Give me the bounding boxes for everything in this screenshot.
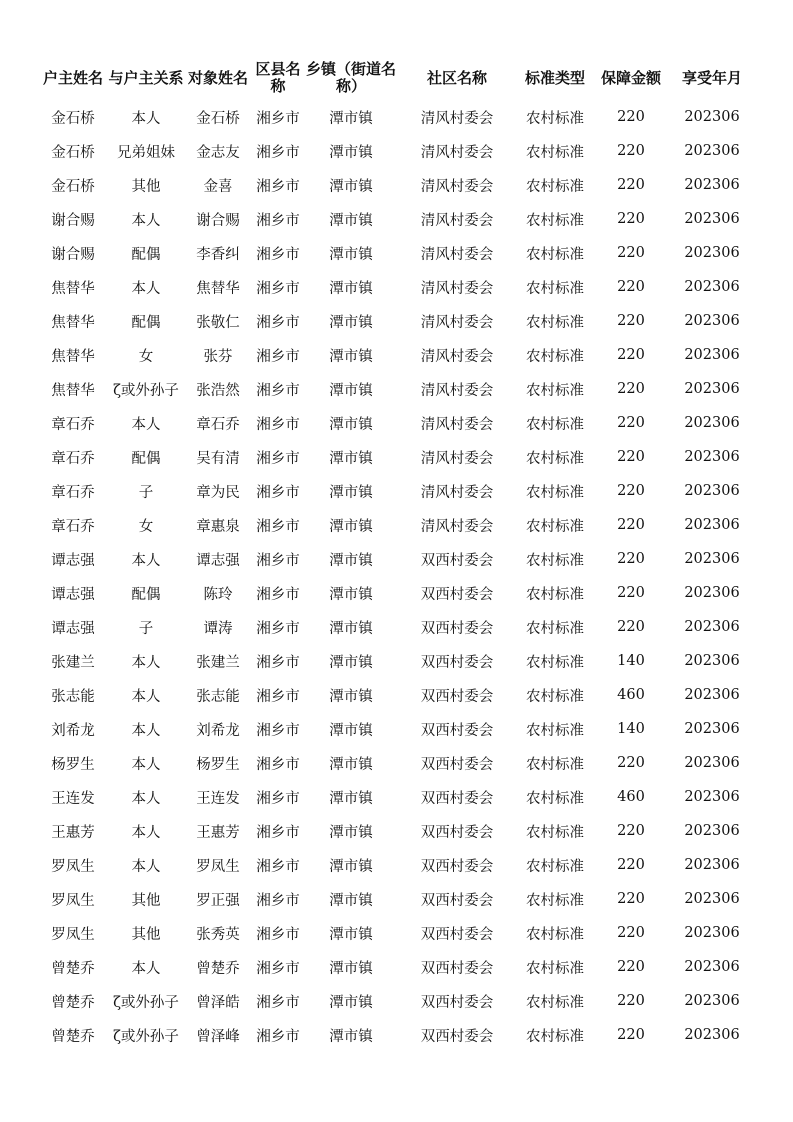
- standard-type-cell: 农村标准: [526, 348, 584, 365]
- period-cell: 202306: [684, 313, 740, 329]
- table-row: [38, 270, 756, 304]
- relation-cell: 本人: [131, 688, 161, 705]
- relation-cell: 本人: [131, 654, 161, 671]
- community-cell: 清风村委会: [420, 280, 494, 297]
- period-cell: 202306: [684, 551, 740, 567]
- county-cell: 湘乡市: [256, 518, 300, 535]
- county-cell: 湘乡市: [256, 1028, 300, 1045]
- table-row: [38, 338, 756, 372]
- recipient-name-cell: 张建兰: [196, 654, 240, 671]
- table-row: [38, 916, 756, 950]
- householder-name-cell: 金石桥: [51, 110, 95, 127]
- county-cell: 湘乡市: [256, 280, 300, 297]
- recipient-name-cell: 王惠芳: [196, 824, 240, 841]
- recipient-name-cell: 焦替华: [196, 280, 240, 297]
- recipient-name-cell: 曾泽皓: [196, 994, 240, 1011]
- county-cell: 湘乡市: [256, 824, 300, 841]
- community-cell: 双西村委会: [420, 722, 494, 739]
- community-cell: 清风村委会: [420, 518, 494, 535]
- period-cell: 202306: [684, 381, 740, 397]
- standard-type-cell: 农村标准: [526, 756, 584, 773]
- community-cell: 双西村委会: [420, 790, 494, 807]
- period-cell: 202306: [684, 1027, 740, 1043]
- period-cell: 202306: [684, 891, 740, 907]
- amount-cell: 220: [617, 415, 645, 431]
- table-row: [38, 542, 756, 576]
- township-cell: 潭市镇: [329, 654, 373, 671]
- householder-name-cell: 焦替华: [51, 382, 95, 399]
- period-cell: 202306: [684, 143, 740, 159]
- recipient-name-cell: 张志能: [196, 688, 240, 705]
- standard-type-cell: 农村标准: [526, 620, 584, 637]
- recipient-name-cell: 张敬仁: [196, 314, 240, 331]
- table-row: [38, 576, 756, 610]
- period-cell: 202306: [684, 653, 740, 669]
- householder-name-cell: 王连发: [51, 790, 95, 807]
- householder-name-cell: 杨罗生: [51, 756, 95, 773]
- community-cell: 双西村委会: [420, 926, 494, 943]
- table-row: [38, 644, 756, 678]
- county-cell: 湘乡市: [256, 314, 300, 331]
- header-period: 享受年月: [681, 68, 742, 87]
- county-cell: 湘乡市: [256, 586, 300, 603]
- householder-name-cell: 张志能: [51, 688, 95, 705]
- standard-type-cell: 农村标准: [526, 858, 584, 875]
- community-cell: 清风村委会: [420, 450, 494, 467]
- township-cell: 潭市镇: [329, 348, 373, 365]
- table-row: [38, 1018, 756, 1052]
- standard-type-cell: 农村标准: [526, 586, 584, 603]
- amount-cell: 220: [617, 551, 645, 567]
- standard-type-cell: 农村标准: [526, 484, 584, 501]
- standard-type-cell: 农村标准: [526, 790, 584, 807]
- county-cell: 湘乡市: [256, 484, 300, 501]
- householder-name-cell: 罗凤生: [51, 892, 95, 909]
- relation-cell: 配偶: [131, 314, 161, 331]
- standard-type-cell: 农村标准: [526, 892, 584, 909]
- township-cell: 潭市镇: [329, 960, 373, 977]
- recipient-name-cell: 张秀英: [196, 926, 240, 943]
- standard-type-cell: 农村标准: [526, 518, 584, 535]
- standard-type-cell: 农村标准: [526, 552, 584, 569]
- header-standard-type: 标准类型: [524, 68, 585, 87]
- table-row: [38, 372, 756, 406]
- amount-cell: 220: [617, 925, 645, 941]
- relation-cell: 本人: [131, 790, 161, 807]
- householder-name-cell: 张建兰: [51, 654, 95, 671]
- amount-cell: 220: [617, 823, 645, 839]
- period-cell: 202306: [684, 755, 740, 771]
- township-cell: 潭市镇: [329, 178, 373, 195]
- recipient-name-cell: 金志友: [196, 144, 240, 161]
- table-row: [38, 440, 756, 474]
- community-cell: 双西村委会: [420, 552, 494, 569]
- header-township: 乡镇（街道名称）: [305, 60, 396, 95]
- standard-type-cell: 农村标准: [526, 688, 584, 705]
- table-row: [38, 882, 756, 916]
- amount-cell: 140: [617, 721, 645, 737]
- township-cell: 潭市镇: [329, 246, 373, 263]
- period-cell: 202306: [684, 789, 740, 805]
- recipient-name-cell: 谭志强: [196, 552, 240, 569]
- community-cell: 双西村委会: [420, 586, 494, 603]
- amount-cell: 220: [617, 245, 645, 261]
- table-row: [38, 168, 756, 202]
- county-cell: 湘乡市: [256, 858, 300, 875]
- community-cell: 清风村委会: [420, 484, 494, 501]
- period-cell: 202306: [684, 993, 740, 1009]
- relation-cell: 其他: [131, 892, 161, 909]
- amount-cell: 140: [617, 653, 645, 669]
- township-cell: 潭市镇: [329, 450, 373, 467]
- header-householder-name: 户主姓名: [42, 68, 103, 87]
- table-row: [38, 236, 756, 270]
- householder-name-cell: 谭志强: [51, 620, 95, 637]
- householder-name-cell: 金石桥: [51, 144, 95, 161]
- county-cell: 湘乡市: [256, 178, 300, 195]
- householder-name-cell: 刘希龙: [51, 722, 95, 739]
- amount-cell: 220: [617, 483, 645, 499]
- recipient-name-cell: 曾楚乔: [196, 960, 240, 977]
- township-cell: 潭市镇: [329, 110, 373, 127]
- county-cell: 湘乡市: [256, 654, 300, 671]
- community-cell: 双西村委会: [420, 858, 494, 875]
- county-cell: 湘乡市: [256, 688, 300, 705]
- period-cell: 202306: [684, 687, 740, 703]
- community-cell: 双西村委会: [420, 756, 494, 773]
- relation-cell: ζ或外孙子: [113, 994, 179, 1011]
- amount-cell: 220: [617, 585, 645, 601]
- relation-cell: 本人: [131, 280, 161, 297]
- period-cell: 202306: [684, 517, 740, 533]
- community-cell: 清风村委会: [420, 246, 494, 263]
- relation-cell: 兄弟姐妹: [117, 144, 175, 161]
- householder-name-cell: 章石乔: [51, 518, 95, 535]
- amount-cell: 220: [617, 211, 645, 227]
- township-cell: 潭市镇: [329, 756, 373, 773]
- community-cell: 双西村委会: [420, 960, 494, 977]
- township-cell: 潭市镇: [329, 552, 373, 569]
- table-row: [38, 610, 756, 644]
- period-cell: 202306: [684, 925, 740, 941]
- township-cell: 潭市镇: [329, 858, 373, 875]
- table-body: [38, 100, 756, 1052]
- relation-cell: 其他: [131, 178, 161, 195]
- table-row: [38, 814, 756, 848]
- header-community: 社区名称: [426, 68, 487, 87]
- township-cell: 潭市镇: [329, 1028, 373, 1045]
- relation-cell: 本人: [131, 722, 161, 739]
- township-cell: 潭市镇: [329, 620, 373, 637]
- table-row: [38, 508, 756, 542]
- county-cell: 湘乡市: [256, 790, 300, 807]
- standard-type-cell: 农村标准: [526, 994, 584, 1011]
- amount-cell: 220: [617, 857, 645, 873]
- community-cell: 清风村委会: [420, 314, 494, 331]
- relation-cell: ζ或外孙子: [113, 1028, 179, 1045]
- householder-name-cell: 曾楚乔: [51, 994, 95, 1011]
- standard-type-cell: 农村标准: [526, 382, 584, 399]
- relation-cell: 本人: [131, 552, 161, 569]
- householder-name-cell: 焦替华: [51, 348, 95, 365]
- recipient-name-cell: 王连发: [196, 790, 240, 807]
- amount-cell: 220: [617, 279, 645, 295]
- county-cell: 湘乡市: [256, 348, 300, 365]
- community-cell: 双西村委会: [420, 688, 494, 705]
- community-cell: 双西村委会: [420, 620, 494, 637]
- householder-name-cell: 罗凤生: [51, 926, 95, 943]
- relation-cell: 子: [138, 484, 154, 501]
- relation-cell: 配偶: [131, 246, 161, 263]
- period-cell: 202306: [684, 619, 740, 635]
- table-row: [38, 780, 756, 814]
- amount-cell: 220: [617, 449, 645, 465]
- householder-name-cell: 谭志强: [51, 552, 95, 569]
- relation-cell: 配偶: [131, 586, 161, 603]
- county-cell: 湘乡市: [256, 994, 300, 1011]
- community-cell: 清风村委会: [420, 144, 494, 161]
- recipient-name-cell: 章惠泉: [196, 518, 240, 535]
- township-cell: 潭市镇: [329, 314, 373, 331]
- county-cell: 湘乡市: [256, 246, 300, 263]
- community-cell: 双西村委会: [420, 1028, 494, 1045]
- recipient-name-cell: 金石桥: [196, 110, 240, 127]
- period-cell: 202306: [684, 177, 740, 193]
- community-cell: 双西村委会: [420, 892, 494, 909]
- period-cell: 202306: [684, 211, 740, 227]
- township-cell: 潭市镇: [329, 280, 373, 297]
- householder-name-cell: 王惠芳: [51, 824, 95, 841]
- table-row: [38, 406, 756, 440]
- standard-type-cell: 农村标准: [526, 654, 584, 671]
- township-cell: 潭市镇: [329, 892, 373, 909]
- township-cell: 潭市镇: [329, 790, 373, 807]
- householder-name-cell: 焦替华: [51, 280, 95, 297]
- householder-name-cell: 章石乔: [51, 416, 95, 433]
- community-cell: 清风村委会: [420, 212, 494, 229]
- township-cell: 潭市镇: [329, 144, 373, 161]
- amount-cell: 220: [617, 109, 645, 125]
- recipient-name-cell: 谢合赐: [196, 212, 240, 229]
- table-row: [38, 848, 756, 882]
- relation-cell: 其他: [131, 926, 161, 943]
- county-cell: 湘乡市: [256, 144, 300, 161]
- period-cell: 202306: [684, 449, 740, 465]
- township-cell: 潭市镇: [329, 586, 373, 603]
- period-cell: 202306: [684, 823, 740, 839]
- header-amount: 保障金额: [600, 68, 661, 87]
- county-cell: 湘乡市: [256, 416, 300, 433]
- township-cell: 潭市镇: [329, 926, 373, 943]
- community-cell: 清风村委会: [420, 416, 494, 433]
- householder-name-cell: 谢合赐: [51, 212, 95, 229]
- header-recipient-name: 对象姓名: [187, 68, 248, 87]
- householder-name-cell: 曾楚乔: [51, 960, 95, 977]
- period-cell: 202306: [684, 959, 740, 975]
- standard-type-cell: 农村标准: [526, 824, 584, 841]
- community-cell: 双西村委会: [420, 654, 494, 671]
- relation-cell: 本人: [131, 416, 161, 433]
- recipient-name-cell: 陈玲: [203, 586, 233, 603]
- county-cell: 湘乡市: [256, 450, 300, 467]
- township-cell: 潭市镇: [329, 382, 373, 399]
- standard-type-cell: 农村标准: [526, 280, 584, 297]
- relation-cell: 本人: [131, 960, 161, 977]
- recipient-name-cell: 李香纠: [196, 246, 240, 263]
- amount-cell: 220: [617, 381, 645, 397]
- householder-name-cell: 谭志强: [51, 586, 95, 603]
- amount-cell: 220: [617, 959, 645, 975]
- recipient-name-cell: 刘希龙: [196, 722, 240, 739]
- table-row: [38, 100, 756, 134]
- householder-name-cell: 金石桥: [51, 178, 95, 195]
- standard-type-cell: 农村标准: [526, 722, 584, 739]
- relation-cell: 女: [138, 518, 154, 535]
- county-cell: 湘乡市: [256, 892, 300, 909]
- township-cell: 潭市镇: [329, 484, 373, 501]
- householder-name-cell: 章石乔: [51, 450, 95, 467]
- recipient-name-cell: 金喜: [203, 178, 233, 195]
- recipient-name-cell: 杨罗生: [196, 756, 240, 773]
- standard-type-cell: 农村标准: [526, 960, 584, 977]
- amount-cell: 220: [617, 347, 645, 363]
- table-row: [38, 950, 756, 984]
- amount-cell: 220: [617, 1027, 645, 1043]
- period-cell: 202306: [684, 347, 740, 363]
- township-cell: 潭市镇: [329, 688, 373, 705]
- householder-name-cell: 焦替华: [51, 314, 95, 331]
- period-cell: 202306: [684, 857, 740, 873]
- table-row: [38, 678, 756, 712]
- table-row: [38, 746, 756, 780]
- amount-cell: 220: [617, 517, 645, 533]
- relation-cell: 本人: [131, 212, 161, 229]
- amount-cell: 220: [617, 313, 645, 329]
- householder-name-cell: 罗凤生: [51, 858, 95, 875]
- amount-cell: 220: [617, 993, 645, 1009]
- county-cell: 湘乡市: [256, 552, 300, 569]
- relation-cell: 配偶: [131, 450, 161, 467]
- period-cell: 202306: [684, 585, 740, 601]
- recipient-name-cell: 谭涛: [203, 620, 233, 637]
- relation-cell: 本人: [131, 858, 161, 875]
- relation-cell: ζ或外孙子: [113, 382, 179, 399]
- recipient-name-cell: 曾泽峰: [196, 1028, 240, 1045]
- township-cell: 潭市镇: [329, 416, 373, 433]
- amount-cell: 220: [617, 619, 645, 635]
- header-relation: 与户主关系: [108, 68, 184, 87]
- amount-cell: 220: [617, 755, 645, 771]
- county-cell: 湘乡市: [256, 382, 300, 399]
- header-county: 区县名称: [255, 60, 301, 95]
- period-cell: 202306: [684, 721, 740, 737]
- householder-name-cell: 谢合赐: [51, 246, 95, 263]
- county-cell: 湘乡市: [256, 960, 300, 977]
- community-cell: 清风村委会: [420, 110, 494, 127]
- recipient-name-cell: 张浩然: [196, 382, 240, 399]
- amount-cell: 220: [617, 891, 645, 907]
- householder-name-cell: 章石乔: [51, 484, 95, 501]
- table-row: [38, 712, 756, 746]
- community-cell: 清风村委会: [420, 178, 494, 195]
- assistance-roster-table: [38, 56, 756, 1052]
- amount-cell: 460: [617, 789, 645, 805]
- standard-type-cell: 农村标准: [526, 144, 584, 161]
- householder-name-cell: 曾楚乔: [51, 1028, 95, 1045]
- standard-type-cell: 农村标准: [526, 450, 584, 467]
- community-cell: 双西村委会: [420, 994, 494, 1011]
- relation-cell: 女: [138, 348, 154, 365]
- standard-type-cell: 农村标准: [526, 1028, 584, 1045]
- period-cell: 202306: [684, 483, 740, 499]
- period-cell: 202306: [684, 415, 740, 431]
- amount-cell: 220: [617, 143, 645, 159]
- period-cell: 202306: [684, 245, 740, 261]
- community-cell: 清风村委会: [420, 382, 494, 399]
- relation-cell: 本人: [131, 756, 161, 773]
- county-cell: 湘乡市: [256, 926, 300, 943]
- community-cell: 双西村委会: [420, 824, 494, 841]
- amount-cell: 460: [617, 687, 645, 703]
- relation-cell: 子: [138, 620, 154, 637]
- standard-type-cell: 农村标准: [526, 314, 584, 331]
- county-cell: 湘乡市: [256, 110, 300, 127]
- county-cell: 湘乡市: [256, 756, 300, 773]
- township-cell: 潭市镇: [329, 212, 373, 229]
- standard-type-cell: 农村标准: [526, 110, 584, 127]
- table-row: [38, 202, 756, 236]
- recipient-name-cell: 吴有清: [196, 450, 240, 467]
- township-cell: 潭市镇: [329, 994, 373, 1011]
- recipient-name-cell: 罗正强: [196, 892, 240, 909]
- county-cell: 湘乡市: [256, 212, 300, 229]
- period-cell: 202306: [684, 109, 740, 125]
- recipient-name-cell: 章为民: [196, 484, 240, 501]
- table-row: [38, 474, 756, 508]
- table-row: [38, 134, 756, 168]
- table-row: [38, 984, 756, 1018]
- relation-cell: 本人: [131, 110, 161, 127]
- recipient-name-cell: 罗凤生: [196, 858, 240, 875]
- standard-type-cell: 农村标准: [526, 416, 584, 433]
- county-cell: 湘乡市: [256, 620, 300, 637]
- standard-type-cell: 农村标准: [526, 212, 584, 229]
- standard-type-cell: 农村标准: [526, 246, 584, 263]
- recipient-name-cell: 章石乔: [196, 416, 240, 433]
- standard-type-cell: 农村标准: [526, 178, 584, 195]
- township-cell: 潭市镇: [329, 722, 373, 739]
- county-cell: 湘乡市: [256, 722, 300, 739]
- standard-type-cell: 农村标准: [526, 926, 584, 943]
- recipient-name-cell: 张芬: [203, 348, 233, 365]
- township-cell: 潭市镇: [329, 518, 373, 535]
- table-row: [38, 304, 756, 338]
- table-header-row: [38, 56, 756, 100]
- community-cell: 清风村委会: [420, 348, 494, 365]
- amount-cell: 220: [617, 177, 645, 193]
- period-cell: 202306: [684, 279, 740, 295]
- relation-cell: 本人: [131, 824, 161, 841]
- township-cell: 潭市镇: [329, 824, 373, 841]
